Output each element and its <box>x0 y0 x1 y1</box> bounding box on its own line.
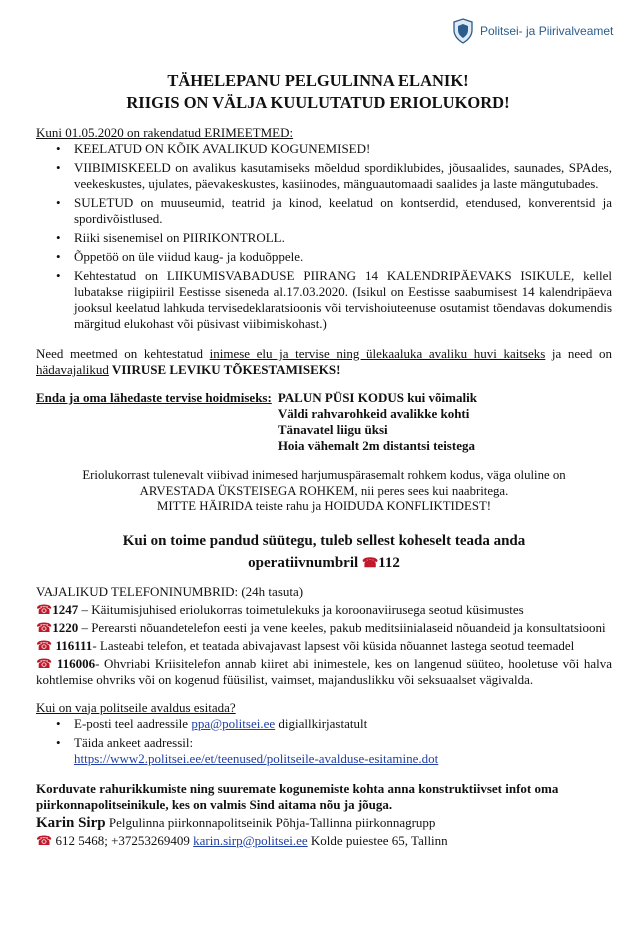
title-line-1: TÄHELEPANU PELGULINNA ELANIK! <box>167 71 469 90</box>
title-line-2: RIIGIS ON VÄLJA KUULUTATUD ERIOLUKORD! <box>126 93 510 112</box>
purpose-text: ja need on <box>545 346 613 361</box>
advice-line: ARVESTADA ÜKSTEISEGA ROHKEM, nii peres sees kui naabritega. <box>139 483 509 498</box>
phone-entry <box>36 638 612 654</box>
emergency-line: Kui on toime pandud süütegu, tuleb sellest koheselt teada anda <box>122 532 526 549</box>
phone-number: 116006 <box>56 655 96 671</box>
advice-line: MITTE HÄIRIDA teiste rahu ja HOIDUDA KONFLIKTIDEST! <box>156 499 492 513</box>
care-heading: Enda ja oma lähedaste tervise hoidmiseks: <box>36 390 272 405</box>
emergency-line-2 <box>36 552 612 574</box>
care-item: Tänavatel liigu üksi <box>277 422 388 437</box>
signature-line <box>36 815 612 831</box>
document-body <box>36 125 612 849</box>
phone-number: 1247 <box>52 601 79 617</box>
measures-list <box>36 141 612 332</box>
phone-sep: - <box>95 655 105 671</box>
emergency-block <box>36 531 612 574</box>
phone-icon: ☎ <box>36 832 53 848</box>
url-link[interactable]: https://www2.politsei.ee/et/teenused/politseile-avalduse-esitamine.dot <box>74 750 439 766</box>
purpose-underlined: inimese elu ja tervise ning ülekaaluka avaliku huvi kaitseks <box>209 346 546 361</box>
logo <box>452 18 613 44</box>
report-item <box>74 735 612 767</box>
page-title <box>0 70 636 114</box>
report-item <box>74 716 612 732</box>
phone-number: 1220 <box>52 619 79 635</box>
phone-entry <box>36 656 612 688</box>
measures-intro: Kuni 01.05.2020 on rakendatud ERIMEETMED: <box>36 125 294 140</box>
phone-icon: ☎ <box>36 601 53 617</box>
phone-icon: ☎ <box>361 554 379 570</box>
purpose-text: Need meetmed on kehtestatud <box>36 346 210 361</box>
email-link[interactable]: ppa@politsei.ee <box>191 715 276 731</box>
phone-icon: ☎ <box>36 655 53 671</box>
phone-entry <box>36 602 612 618</box>
officer-name: Karin Sirp <box>36 814 106 831</box>
advice-block <box>36 468 612 515</box>
phone-desc: Perearsti nõuandetelefon eesti ja vene keeles, pakub meditsiinialaseid nõuandeid ja konsultatsiooni <box>91 619 606 635</box>
phone-number: 116111 <box>55 637 93 653</box>
contact-phones: 612 5468; +37253269409 <box>52 832 194 848</box>
care-section <box>36 390 612 454</box>
report-text: E-posti teel aadressile <box>74 715 192 731</box>
advice-line: Eriolukorrast tulenevalt viibivad inimesed harjumuspärasemalt rohkem kodus, väga oluline on <box>82 468 566 482</box>
report-list <box>36 716 612 767</box>
purpose-paragraph <box>36 346 612 378</box>
officer-address: Kolde puiestee 65, Tallinn <box>307 832 448 848</box>
phone-icon: ☎ <box>36 637 53 653</box>
report-heading: Kui on vaja politseile avaldus esitada? <box>36 699 236 715</box>
phone-sep: – <box>78 601 92 617</box>
phone-icon: ☎ <box>36 619 53 635</box>
phone-desc: Lasteabi telefon, et teatada abivajavast lapsest või küsida nõuannet lastega seotud teemadel <box>99 637 575 653</box>
care-item: Hoia vähemalt 2m distantsi teistega <box>277 438 475 453</box>
phone-desc: Käitumisjuhised eriolukorras toimetulekuks ja koroonaviirusega seotud küsimustes <box>91 601 524 617</box>
purpose-underlined: hädavajalikud <box>36 362 109 377</box>
emergency-number: 112 <box>378 554 400 571</box>
measure-item: • SULETUD on muuseumid, teatrid ja kinod, keelatud on kontserdid, etendused, konverentsid ja spordivõistlused. <box>74 195 612 227</box>
phone-entry <box>36 620 612 636</box>
phone-sep: - <box>92 637 100 653</box>
officer-role: Pelgulinna piirkonnapolitseinik Põhja-Tallinna piirkonnagrupp <box>108 814 436 830</box>
phone-desc: Ohvriabi Kriisitelefon annab kiiret abi inimestele, kes on langenud süüteo, hooletuse või halva kohtlemise ohvriks või on kogenud füüsilist, vaimset, majanduslikku või seksuaalset vägivalda. <box>36 655 612 687</box>
measure-item: • VIIBIMISKEELD on avalikus kasutamiseks mõeldud spordiklubides, jõusaalides, saunades, SPAdes, veekeskustes, ujulates, päevakeskustes, kasiinodes, mänguautomaadi saalides ja laste mängutubades. <box>74 160 612 192</box>
measure-item: • Riiki sisenemisel on PIIRIKONTROLL. <box>74 230 612 246</box>
care-list <box>278 390 477 454</box>
phone-sep: – <box>78 619 92 635</box>
care-item: PALUN PÜSI KODUS kui võimalik <box>277 390 477 405</box>
report-text: digiallkirjastatult <box>275 715 368 731</box>
report-text: Täida ankeet aadressil: <box>74 734 194 750</box>
care-item: Väldi rahvarohkeid avalikke kohti <box>277 406 470 421</box>
contact-line <box>36 833 612 849</box>
report-section <box>36 700 612 767</box>
purpose-bold: VIIRUSE LEVIKU TÕKESTAMISEKS! <box>108 362 341 377</box>
measure-item: • Kehtestatud on LIIKUMISVABADUSE PIIRANG 14 KALENDRIPÄEVAKS ISIKULE, kellel lubatakse riigipiiril Eestisse siseneda al.17.03.2020. (Isikul on Eestisse saabumisest 14 kalendripäeva jooksul keelatud lahkuda tervisedeklaratsioonis või tervishoiuteenuse osutamist tõendavas dokumendis märgitud elukohast või püsivast viibimiskohast.) <box>74 268 612 332</box>
measure-item: • KEELATUD ON KÕIK AVALIKUD KOGUNEMISED! <box>74 141 612 157</box>
phone-list-heading: VAJALIKUD TELEFONINUMBRID: (24h tasuta) <box>36 583 304 599</box>
emergency-label: operatiivnumbril <box>248 554 359 571</box>
police-badge-icon <box>452 18 474 44</box>
closing-text: Korduvate rahurikkumiste ning suuremate kogunemiste kohta anna konstruktiivset infot oma piirkonnapolitseinikule, kes on valmis Sind aitama nõu ja jõuga. <box>36 780 559 812</box>
measure-item: • Õppetöö on üle viidud kaug- ja koduõppele. <box>74 249 612 265</box>
phone-list <box>36 584 612 688</box>
officer-email-link[interactable]: karin.sirp@politsei.ee <box>193 832 308 848</box>
org-name: Politsei- ja Piirivalveamet <box>480 24 614 38</box>
